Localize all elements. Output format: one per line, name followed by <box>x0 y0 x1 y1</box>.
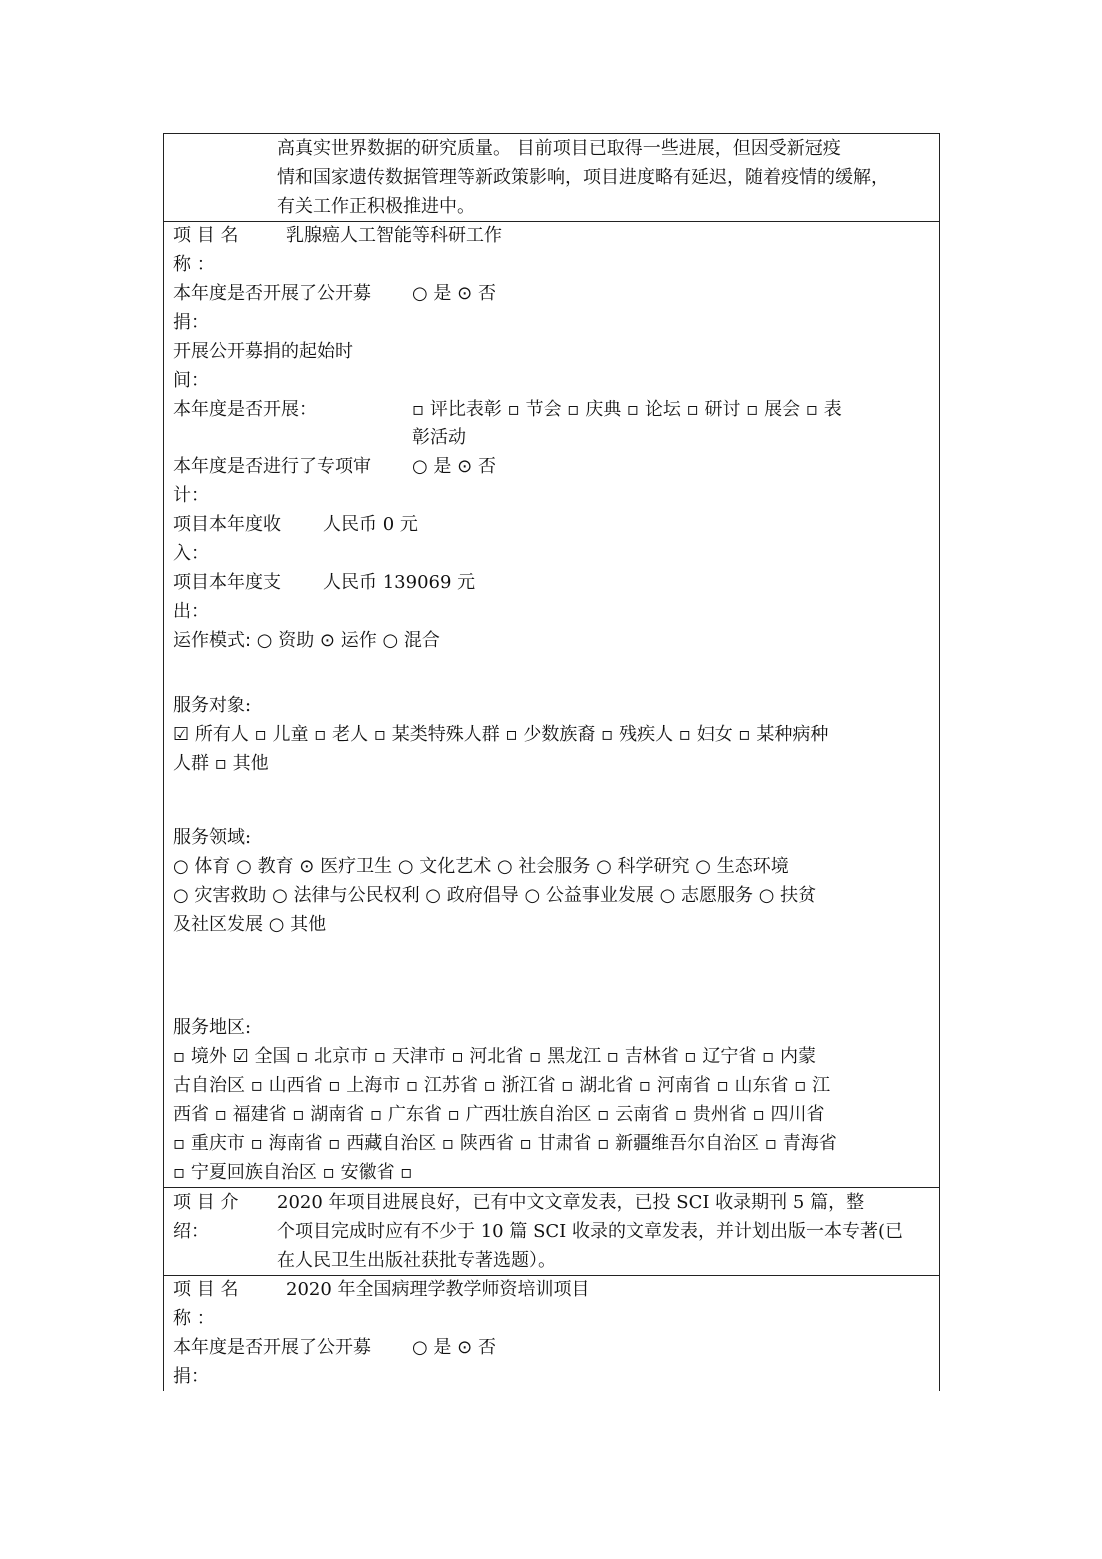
project-name-value: 2020 年全国病理学教学师资培训项目 <box>286 1279 590 1300</box>
activity-checkboxes[interactable]: ▫ 评比表彰 ▫ 节会 ▫ 庆典 ▫ 论坛 ▫ 研讨 ▫ 展会 ▫ 表 <box>412 399 842 420</box>
service-region-checkboxes[interactable]: 古自治区 ▫ 山西省 ▫ 上海市 ▫ 江苏省 ▫ 浙江省 ▫ 湖北省 ▫ 河南省 ▫ 山东省 ▫ 江 <box>173 1075 831 1096</box>
row-divider <box>163 221 940 222</box>
prev-block-line: 情和国家遗传数据管理等新政策影响，项目进度略有延迟，随着疫情的缓解， <box>277 167 889 188</box>
row-divider <box>163 1187 940 1188</box>
service-target-checkboxes[interactable]: ☑ 所有人 ▫ 儿童 ▫ 老人 ▫ 某类特殊人群 ▫ 少数族裔 ▫ 残疾人 ▫ 妇女 ▫ 某种病种 <box>173 724 829 745</box>
operation-mode-radio[interactable]: 运作模式: ○ 资助 ⊙ 运作 ○ 混合 <box>173 630 440 651</box>
project-name-label: 项 目 名 <box>173 225 239 246</box>
public-fundraising-label: 捐： <box>173 312 209 333</box>
project-name-label: 称 ： <box>173 254 215 275</box>
service-region-checkboxes[interactable]: ▫ 重庆市 ▫ 海南省 ▫ 西藏自治区 ▫ 陕西省 ▫ 甘肃省 ▫ 新疆维吾尔自治区 ▫ 青海省 <box>173 1133 837 1154</box>
project-intro-label: 项 目 介 <box>173 1192 239 1213</box>
public-fundraising-label: 捐： <box>173 1366 209 1387</box>
service-region-label: 服务地区: <box>173 1017 252 1038</box>
prev-block-line: 有关工作正积极推进中。 <box>277 196 475 217</box>
fundraising-start-label: 间： <box>173 370 209 391</box>
expense-label: 出： <box>173 601 209 622</box>
public-fundraising-radio[interactable]: ○ 是 ⊙ 否 <box>412 1337 496 1358</box>
project-intro-text: 2020 年项目进展良好，已有中文文章发表，已投 SCI 收录期刊 5 篇，整 <box>277 1192 865 1213</box>
activity-label: 本年度是否开展： <box>173 399 317 420</box>
table-top-border <box>163 133 940 134</box>
income-value: 人民币 0 元 <box>323 514 418 535</box>
prev-block-line: 高真实世界数据的研究质量。 目前项目已取得一些进展，但因受新冠疫 <box>277 138 841 159</box>
public-fundraising-label: 本年度是否开展了公开募 <box>173 283 371 304</box>
project-name-label: 称 ： <box>173 1308 215 1329</box>
service-field-radio[interactable]: 及社区发展 ○ 其他 <box>173 914 327 935</box>
special-audit-label: 计： <box>173 485 209 506</box>
service-region-checkboxes[interactable]: ▫ 境外 ☑ 全国 ▫ 北京市 ▫ 天津市 ▫ 河北省 ▫ 黑龙江 ▫ 吉林省 ▫ 辽宁省 ▫ 内蒙 <box>173 1046 816 1067</box>
income-label: 入： <box>173 543 209 564</box>
project-name-value: 乳腺癌人工智能等科研工作 <box>286 225 502 246</box>
special-audit-label: 本年度是否进行了专项审 <box>173 456 371 477</box>
service-field-label: 服务领域: <box>173 827 252 848</box>
project-name-label: 项 目 名 <box>173 1279 239 1300</box>
expense-label: 项目本年度支 <box>173 572 281 593</box>
activity-checkboxes: 彰活动 <box>412 427 466 448</box>
fundraising-start-label: 开展公开募捐的起始时 <box>173 341 353 362</box>
service-field-radio[interactable]: ○ 体育 ○ 教育 ⊙ 医疗卫生 ○ 文化艺术 ○ 社会服务 ○ 科学研究 ○ 生态环境 <box>173 856 789 877</box>
row-divider <box>163 1275 940 1276</box>
special-audit-radio[interactable]: ○ 是 ⊙ 否 <box>412 456 496 477</box>
service-field-radio[interactable]: ○ 灾害救助 ○ 法律与公民权利 ○ 政府倡导 ○ 公益事业发展 ○ 志愿服务 ○ 扶贫 <box>173 885 817 906</box>
service-target-checkboxes[interactable]: 人群 ▫ 其他 <box>173 753 269 774</box>
income-label: 项目本年度收 <box>173 514 281 535</box>
project-intro-text: 在人民卫生出版社获批专著选题）。 <box>277 1250 556 1271</box>
service-region-checkboxes[interactable]: ▫ 宁夏回族自治区 ▫ 安徽省 ▫ <box>173 1162 413 1183</box>
service-region-checkboxes[interactable]: 西省 ▫ 福建省 ▫ 湖南省 ▫ 广东省 ▫ 广西壮族自治区 ▫ 云南省 ▫ 贵州省 ▫ 四川省 <box>173 1104 825 1125</box>
project-intro-label: 绍： <box>173 1221 209 1242</box>
project-intro-text: 个项目完成时应有不少于 10 篇 SCI 收录的文章发表，并计划出版一本专著(已 <box>277 1221 904 1242</box>
public-fundraising-radio[interactable]: ○ 是 ⊙ 否 <box>412 283 496 304</box>
service-target-label: 服务对象: <box>173 695 252 716</box>
public-fundraising-label: 本年度是否开展了公开募 <box>173 1337 371 1358</box>
expense-value: 人民币 139069 元 <box>323 572 476 593</box>
